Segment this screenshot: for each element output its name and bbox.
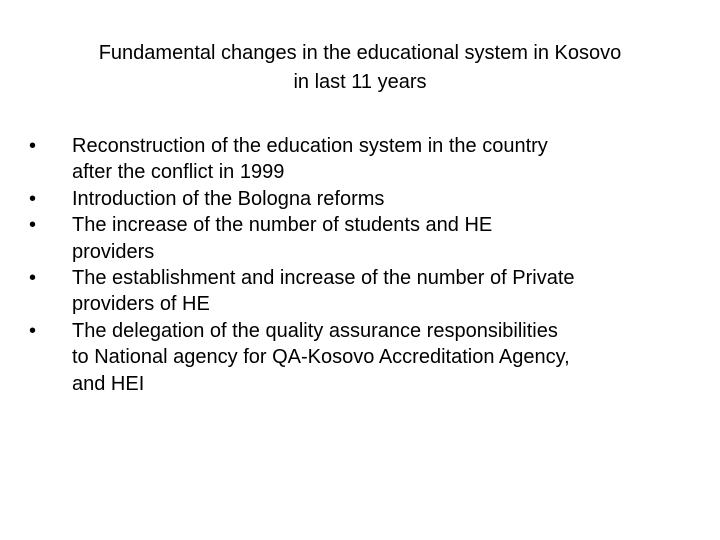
bullet-text-line: The delegation of the quality assurance responsibilities bbox=[72, 319, 558, 342]
bullet-text-line: The increase of the number of students and HE bbox=[72, 214, 493, 237]
bullet-item-students-increase bbox=[29, 212, 691, 265]
bullet-item-private-providers bbox=[29, 265, 691, 318]
bullet-text-line: and HEI bbox=[72, 372, 145, 395]
slide-title-line-1: Fundamental changes in the educational system in Kosovo bbox=[98, 42, 622, 64]
slide-title bbox=[20, 39, 700, 97]
bullet-icon: • bbox=[29, 267, 37, 290]
bullet-text bbox=[72, 265, 691, 318]
bullet-text-line: providers bbox=[72, 240, 155, 263]
bullet-text bbox=[72, 212, 691, 265]
bullet-item-bologna bbox=[29, 186, 691, 212]
bullet-text-line: to National agency for QA-Kosovo Accreditation Agency, bbox=[72, 346, 570, 369]
bullet-text-line: Reconstruction of the education system in the country bbox=[72, 135, 548, 157]
slide-title-line-2: in last 11 years bbox=[293, 71, 427, 93]
bullet-text bbox=[72, 186, 691, 212]
bullet-text-line: Introduction of the Bologna reforms bbox=[72, 187, 385, 210]
bullet-text-line: providers of HE bbox=[72, 293, 210, 316]
bullet-item-quality-assurance bbox=[29, 318, 691, 397]
bullet-item-reconstruction bbox=[29, 133, 691, 186]
bullet-text bbox=[72, 133, 691, 186]
bullet-icon: • bbox=[29, 214, 37, 237]
bullet-list bbox=[29, 133, 691, 397]
bullet-icon: • bbox=[29, 187, 37, 210]
bullet-icon: • bbox=[29, 319, 37, 342]
bullet-text-line: The establishment and increase of the number of Private bbox=[72, 267, 575, 290]
bullet-text bbox=[72, 318, 691, 397]
bullet-icon: • bbox=[29, 135, 37, 157]
bullet-text-line: after the conflict in 1999 bbox=[72, 161, 285, 184]
